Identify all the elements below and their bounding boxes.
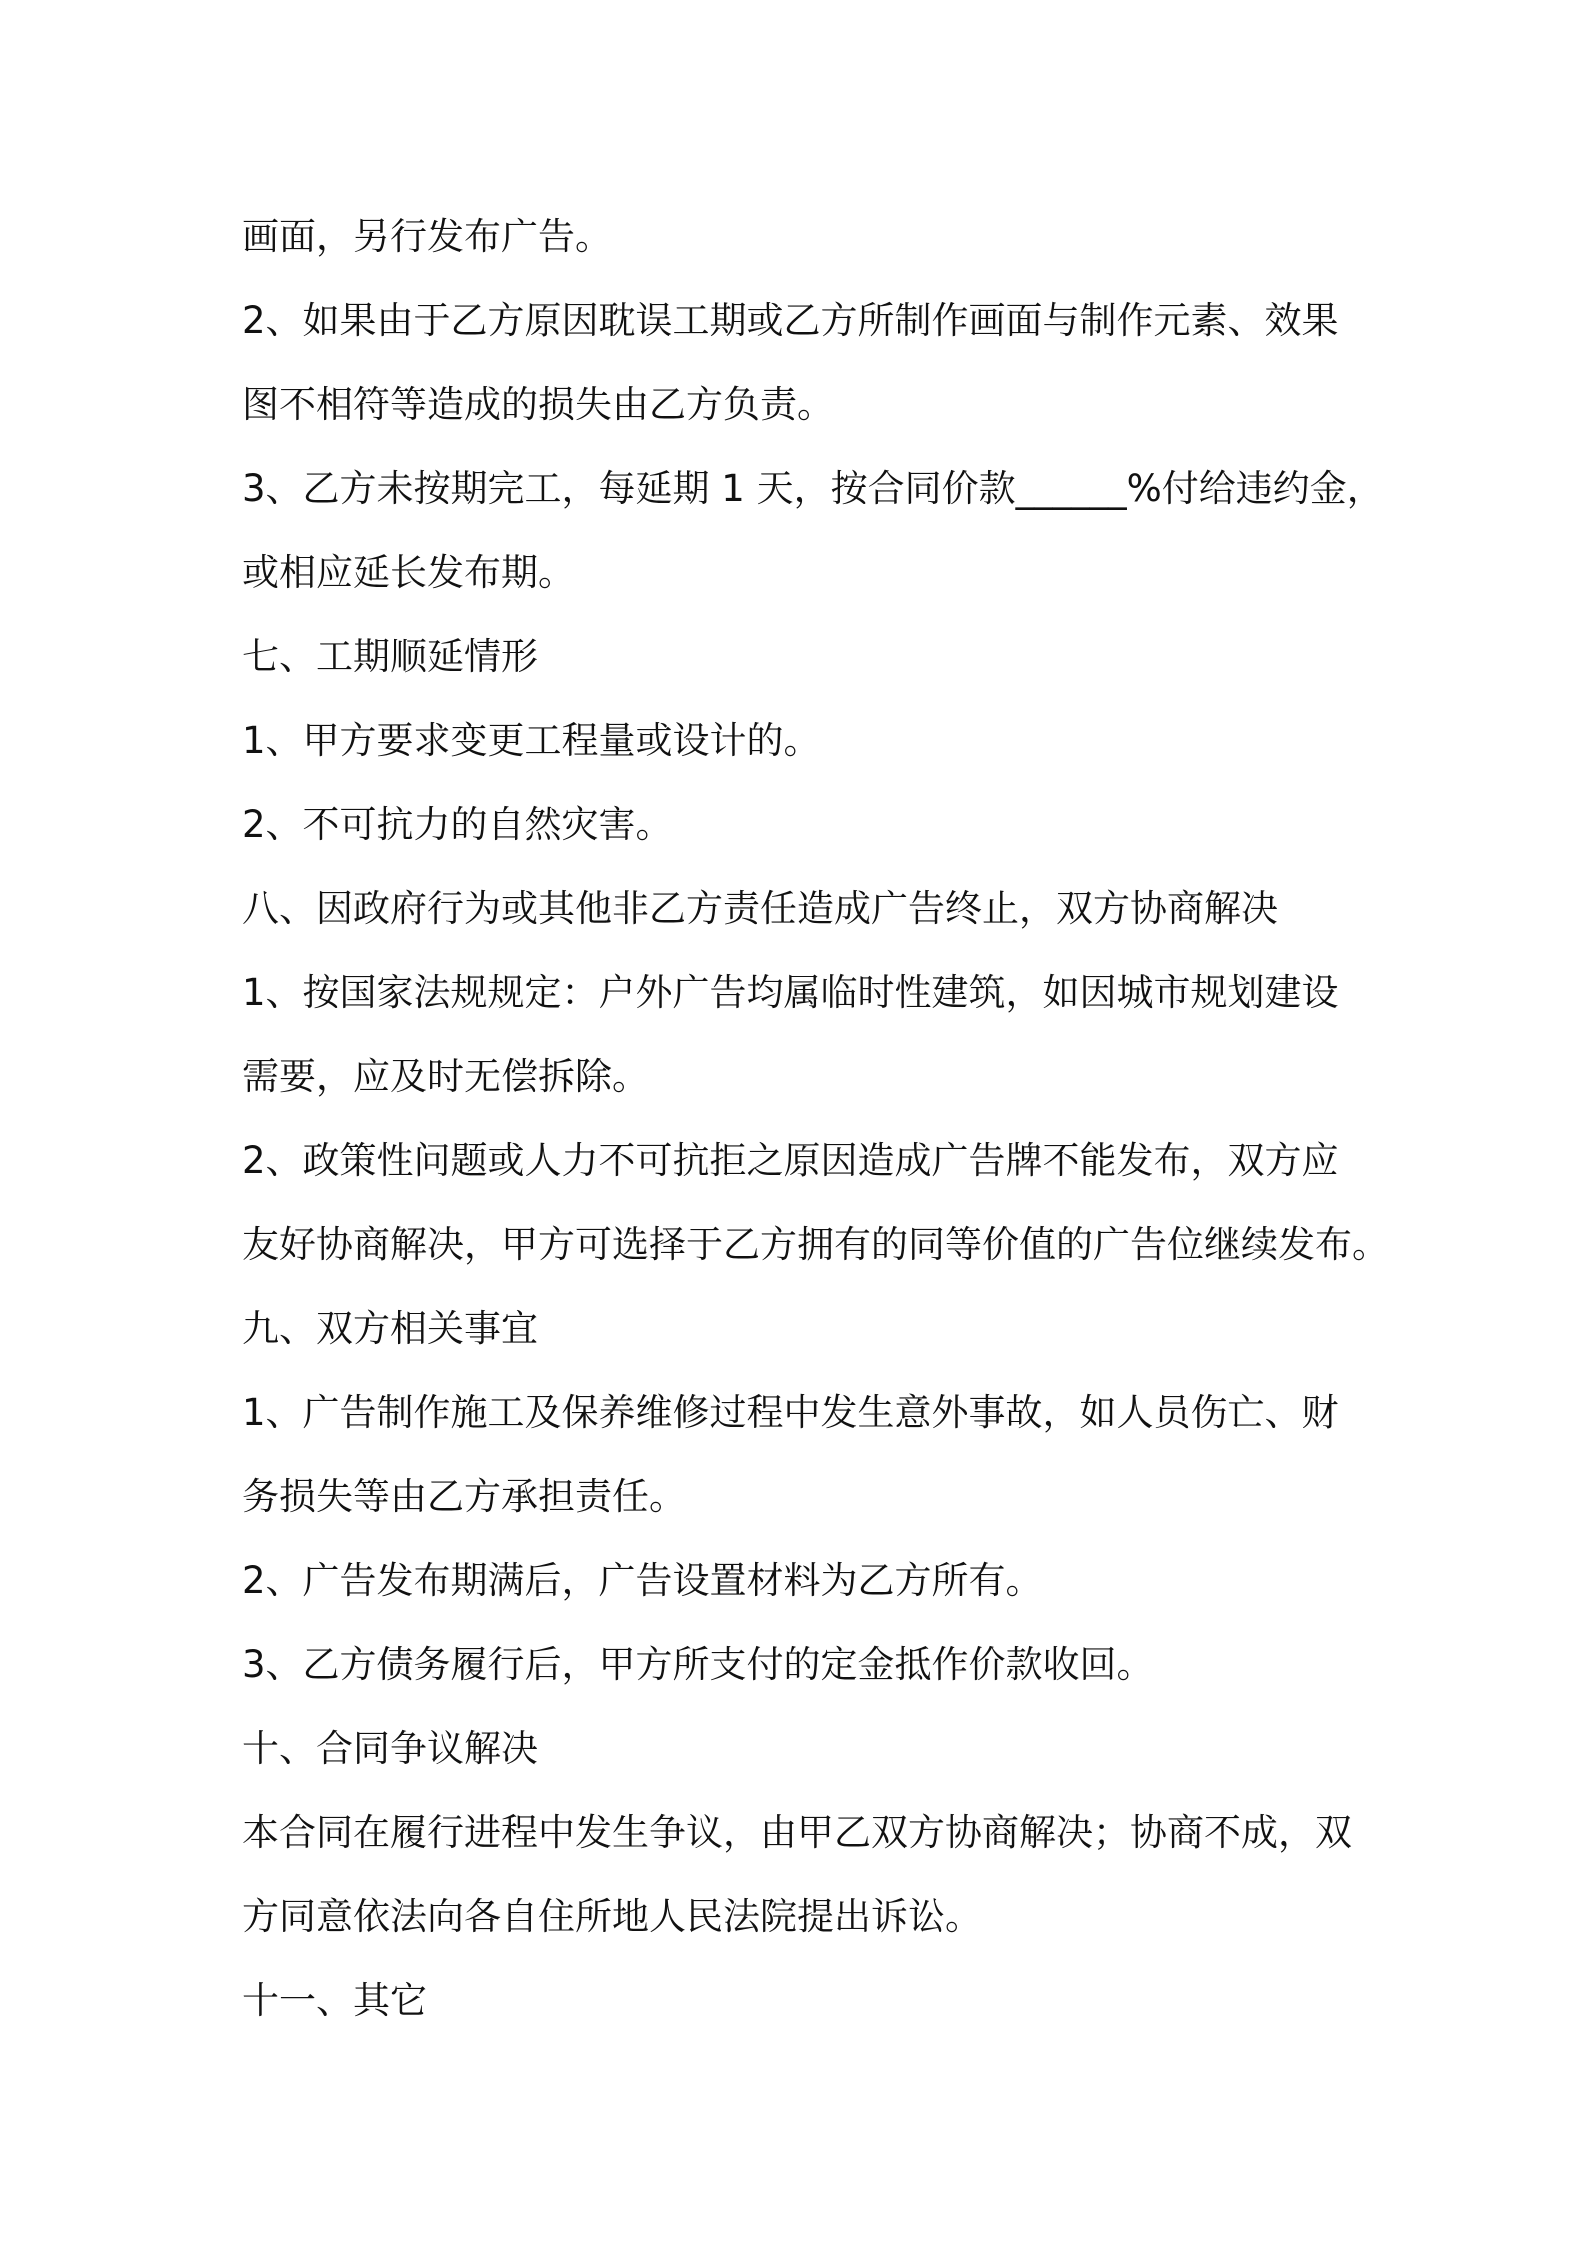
clause-line: 2、不可抗力的自然灾害。 [242,803,673,846]
clause-line: 3、乙方债务履行后，甲方所支付的定金抵作价款收回。 [242,1643,1154,1686]
clause-line: 2、政策性问题或人力不可抗拒之原因造成广告牌不能发布，双方应 [242,1139,1339,1182]
section-heading: 七、工期顺延情形 [242,635,538,678]
document-body [242,195,1392,2043]
section-heading: 九、双方相关事宜 [242,1307,538,1350]
text-line: 或相应延长发布期。 [242,551,575,594]
paragraph-line: 本合同在履行进程中发生争议，由甲乙双方协商解决；协商不成，双 [242,1811,1352,1854]
text-line: 方同意依法向各自住所地人民法院提出诉讼。 [242,1895,982,1938]
clause-line: 1、甲方要求变更工程量或设计的。 [242,719,821,762]
section-heading: 十一、其它 [242,1979,427,2022]
text-line: 画面，另行发布广告。 [242,215,612,258]
clause-line: 1、按国家法规规定：户外广告均属临时性建筑，如因城市规划建设 [242,971,1339,1014]
text-line: 务损失等由乙方承担责任。 [242,1475,686,1518]
clause-line: 2、如果由于乙方原因耽误工期或乙方所制作画面与制作元素、效果 [242,299,1339,342]
section-heading: 十、合同争议解决 [242,1727,538,1770]
text-line: 友好协商解决，甲方可选择于乙方拥有的同等价值的广告位继续发布。 [242,1223,1389,1266]
clause-line: 2、广告发布期满后，广告设置材料为乙方所有。 [242,1559,1043,1602]
text-line: 需要，应及时无偿拆除。 [242,1055,649,1098]
text-line: 图不相符等造成的损失由乙方负责。 [242,383,834,426]
clause-line: 3、乙方未按期完工，每延期 1 天，按合同价款______%付给违约金， [242,467,1384,510]
section-heading: 八、因政府行为或其他非乙方责任造成广告终止，双方协商解决 [242,887,1278,930]
clause-line: 1、广告制作施工及保养维修过程中发生意外事故，如人员伤亡、财 [242,1391,1339,1434]
